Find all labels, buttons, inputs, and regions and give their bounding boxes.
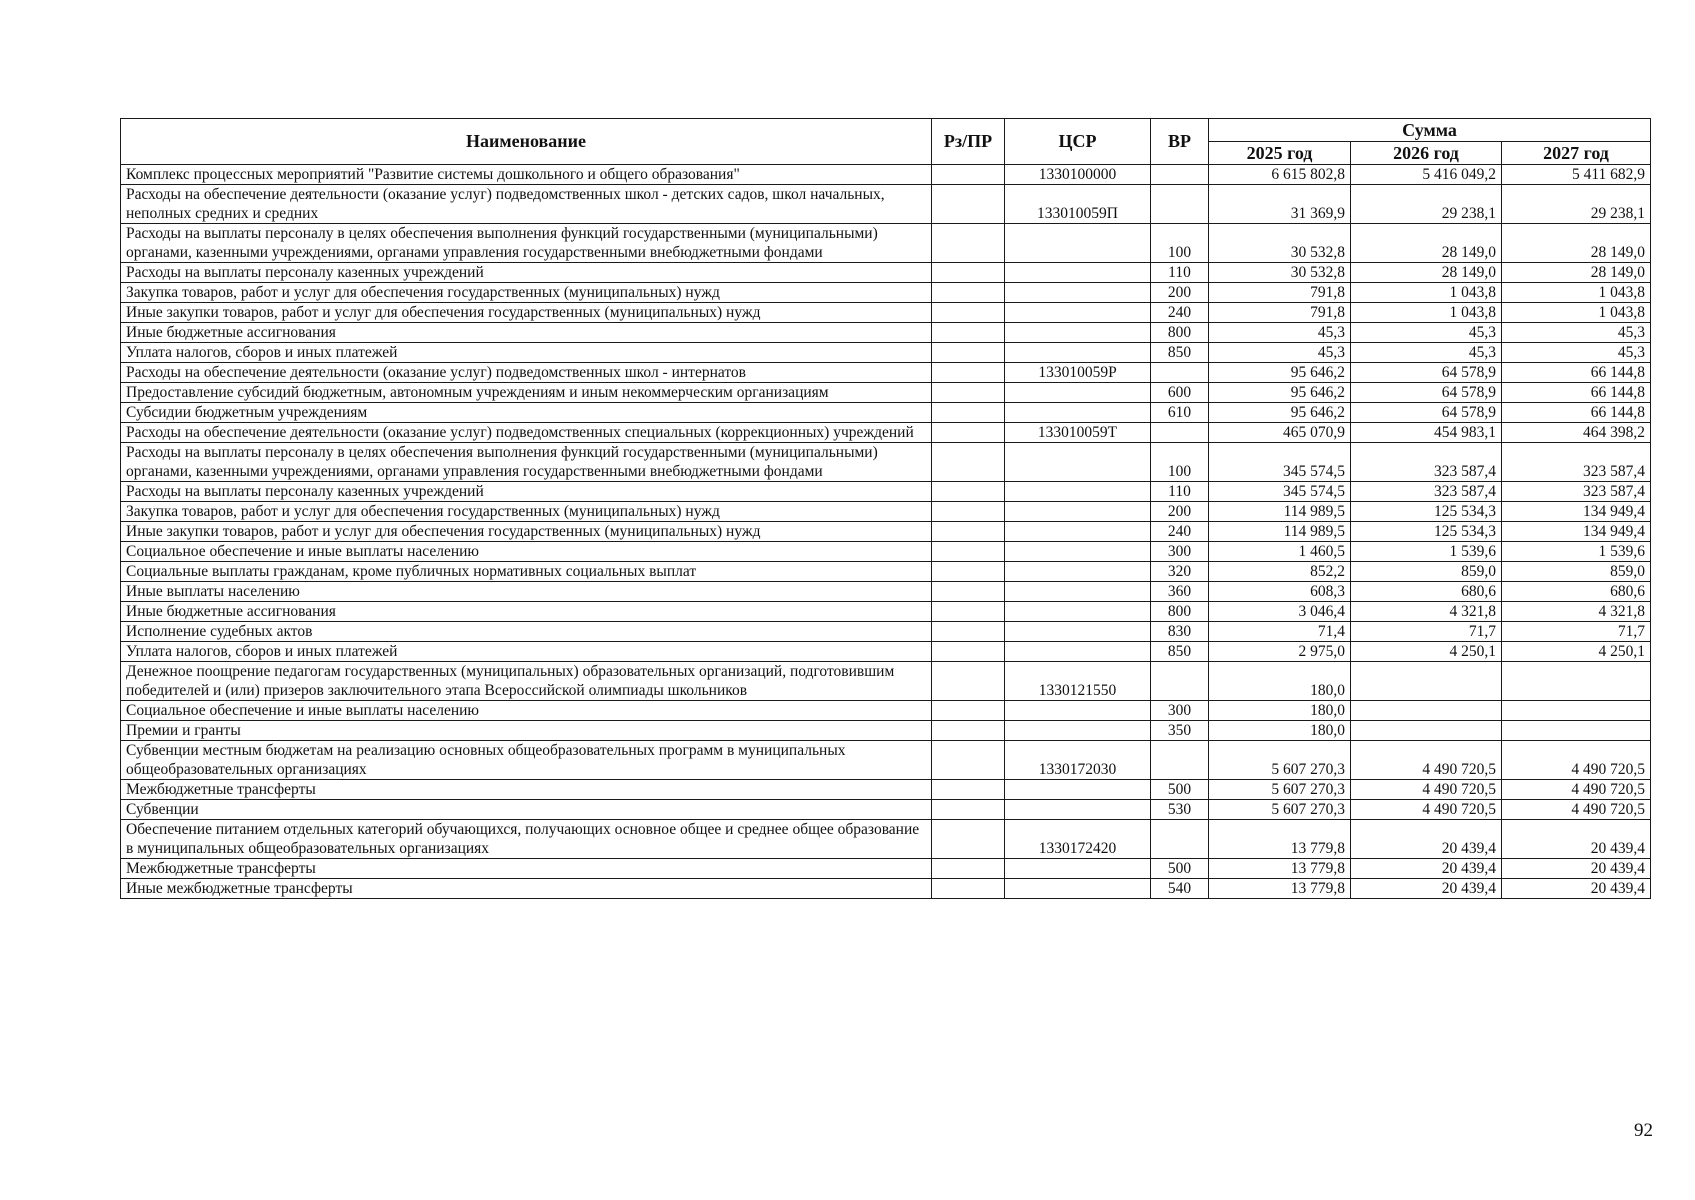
cell-vr: 110 — [1151, 482, 1209, 502]
cell-csr — [1005, 502, 1151, 522]
cell-rz-pr — [932, 443, 1005, 482]
cell-2026: 859,0 — [1351, 562, 1502, 582]
page-number: 92 — [1634, 1120, 1653, 1141]
cell-2027: 71,7 — [1502, 622, 1651, 642]
cell-csr — [1005, 562, 1151, 582]
cell-2027: 28 149,0 — [1502, 224, 1651, 263]
cell-vr: 800 — [1151, 323, 1209, 343]
table-row — [121, 701, 1651, 721]
cell-2025: 30 532,8 — [1209, 263, 1351, 283]
cell-vr: 350 — [1151, 721, 1209, 741]
header-csr: ЦСР — [1005, 119, 1151, 165]
cell-2026: 20 439,4 — [1351, 859, 1502, 879]
cell-2027: 680,6 — [1502, 582, 1651, 602]
cell-name: Иные бюджетные ассигнования — [121, 323, 932, 343]
cell-csr — [1005, 701, 1151, 721]
cell-rz-pr — [932, 780, 1005, 800]
cell-rz-pr — [932, 423, 1005, 443]
cell-2027: 1 043,8 — [1502, 283, 1651, 303]
cell-2025: 5 607 270,3 — [1209, 780, 1351, 800]
cell-vr: 200 — [1151, 502, 1209, 522]
cell-vr — [1151, 741, 1209, 780]
cell-csr — [1005, 879, 1151, 899]
cell-csr — [1005, 343, 1151, 363]
cell-vr — [1151, 363, 1209, 383]
cell-csr — [1005, 602, 1151, 622]
cell-2026: 680,6 — [1351, 582, 1502, 602]
cell-2027: 45,3 — [1502, 343, 1651, 363]
cell-2026: 454 983,1 — [1351, 423, 1502, 443]
cell-name: Расходы на выплаты персоналу в целях обеспечения выполнения функций государственными (муниципальными) органами, казенными учреждениями, органами управления государственными внебюджетными фондами — [121, 224, 932, 263]
budget-table-container — [120, 118, 1650, 899]
cell-vr: 800 — [1151, 602, 1209, 622]
cell-name: Иные бюджетные ассигнования — [121, 602, 932, 622]
cell-2026: 125 534,3 — [1351, 502, 1502, 522]
cell-2027: 323 587,4 — [1502, 443, 1651, 482]
table-row — [121, 482, 1651, 502]
cell-csr — [1005, 224, 1151, 263]
cell-vr: 600 — [1151, 383, 1209, 403]
cell-vr — [1151, 423, 1209, 443]
table-row — [121, 820, 1651, 859]
cell-2026: 125 534,3 — [1351, 522, 1502, 542]
cell-name: Социальное обеспечение и иные выплаты населению — [121, 701, 932, 721]
cell-rz-pr — [932, 741, 1005, 780]
cell-rz-pr — [932, 303, 1005, 323]
cell-rz-pr — [932, 522, 1005, 542]
cell-2025: 852,2 — [1209, 562, 1351, 582]
cell-2027: 1 539,6 — [1502, 542, 1651, 562]
cell-vr: 200 — [1151, 283, 1209, 303]
cell-rz-pr — [932, 879, 1005, 899]
cell-name: Иные межбюджетные трансферты — [121, 879, 932, 899]
table-row — [121, 642, 1651, 662]
cell-2026: 20 439,4 — [1351, 879, 1502, 899]
cell-name: Премии и гранты — [121, 721, 932, 741]
cell-2025: 465 070,9 — [1209, 423, 1351, 443]
cell-2025: 45,3 — [1209, 323, 1351, 343]
table-row — [121, 323, 1651, 343]
cell-vr: 500 — [1151, 780, 1209, 800]
cell-2026: 1 043,8 — [1351, 283, 1502, 303]
cell-name: Иные выплаты населению — [121, 582, 932, 602]
cell-csr — [1005, 780, 1151, 800]
cell-2026: 4 490 720,5 — [1351, 800, 1502, 820]
cell-2026 — [1351, 721, 1502, 741]
cell-2026 — [1351, 701, 1502, 721]
cell-csr — [1005, 263, 1151, 283]
table-body — [121, 165, 1651, 899]
cell-name: Субвенции — [121, 800, 932, 820]
cell-rz-pr — [932, 283, 1005, 303]
cell-2025: 5 607 270,3 — [1209, 741, 1351, 780]
cell-2025: 31 369,9 — [1209, 185, 1351, 224]
cell-2025: 180,0 — [1209, 701, 1351, 721]
cell-2026: 4 250,1 — [1351, 642, 1502, 662]
cell-rz-pr — [932, 323, 1005, 343]
cell-2026: 1 539,6 — [1351, 542, 1502, 562]
cell-name: Закупка товаров, работ и услуг для обеспечения государственных (муниципальных) нужд — [121, 502, 932, 522]
cell-vr: 830 — [1151, 622, 1209, 642]
cell-2027 — [1502, 662, 1651, 701]
table-header — [121, 119, 1651, 165]
cell-vr: 540 — [1151, 879, 1209, 899]
cell-2027: 464 398,2 — [1502, 423, 1651, 443]
table-row — [121, 602, 1651, 622]
cell-name: Уплата налогов, сборов и иных платежей — [121, 343, 932, 363]
cell-2026: 4 490 720,5 — [1351, 741, 1502, 780]
cell-2025: 95 646,2 — [1209, 383, 1351, 403]
cell-csr — [1005, 721, 1151, 741]
cell-vr: 530 — [1151, 800, 1209, 820]
table-row — [121, 780, 1651, 800]
cell-2026: 1 043,8 — [1351, 303, 1502, 323]
cell-2025: 180,0 — [1209, 662, 1351, 701]
cell-2027 — [1502, 701, 1651, 721]
cell-rz-pr — [932, 859, 1005, 879]
table-row — [121, 224, 1651, 263]
table-row — [121, 859, 1651, 879]
cell-rz-pr — [932, 622, 1005, 642]
cell-csr: 133010059Р — [1005, 363, 1151, 383]
cell-2027: 29 238,1 — [1502, 185, 1651, 224]
table-row — [121, 165, 1651, 185]
cell-vr: 320 — [1151, 562, 1209, 582]
cell-vr — [1151, 165, 1209, 185]
cell-name: Расходы на обеспечение деятельности (оказание услуг) подведомственных специальных (коррекционных) учреждений — [121, 423, 932, 443]
cell-2027: 28 149,0 — [1502, 263, 1651, 283]
cell-2026: 28 149,0 — [1351, 224, 1502, 263]
table-row — [121, 403, 1651, 423]
cell-2027: 20 439,4 — [1502, 859, 1651, 879]
cell-vr: 240 — [1151, 522, 1209, 542]
cell-2027: 859,0 — [1502, 562, 1651, 582]
cell-2025: 13 779,8 — [1209, 859, 1351, 879]
cell-2026: 45,3 — [1351, 323, 1502, 343]
cell-2026: 28 149,0 — [1351, 263, 1502, 283]
cell-vr — [1151, 185, 1209, 224]
cell-2027: 4 250,1 — [1502, 642, 1651, 662]
cell-2025: 180,0 — [1209, 721, 1351, 741]
cell-vr: 360 — [1151, 582, 1209, 602]
cell-2025: 71,4 — [1209, 622, 1351, 642]
table-row — [121, 582, 1651, 602]
table-row — [121, 562, 1651, 582]
cell-name: Межбюджетные трансферты — [121, 859, 932, 879]
cell-csr — [1005, 383, 1151, 403]
cell-csr — [1005, 582, 1151, 602]
cell-2026: 64 578,9 — [1351, 403, 1502, 423]
cell-2026: 5 416 049,2 — [1351, 165, 1502, 185]
cell-name: Комплекс процессных мероприятий "Развитие системы дошкольного и общего образования" — [121, 165, 932, 185]
cell-2027: 1 043,8 — [1502, 303, 1651, 323]
cell-rz-pr — [932, 721, 1005, 741]
cell-2026: 29 238,1 — [1351, 185, 1502, 224]
cell-2025: 1 460,5 — [1209, 542, 1351, 562]
cell-2025: 791,8 — [1209, 283, 1351, 303]
cell-2025: 3 046,4 — [1209, 602, 1351, 622]
cell-csr: 133010059П — [1005, 185, 1151, 224]
cell-rz-pr — [932, 165, 1005, 185]
cell-2026: 45,3 — [1351, 343, 1502, 363]
cell-2025: 95 646,2 — [1209, 403, 1351, 423]
header-year-2027: 2027 год — [1502, 142, 1651, 165]
cell-2025: 6 615 802,8 — [1209, 165, 1351, 185]
table-row — [121, 741, 1651, 780]
table-row — [121, 879, 1651, 899]
cell-2027: 5 411 682,9 — [1502, 165, 1651, 185]
table-row — [121, 283, 1651, 303]
cell-2025: 30 532,8 — [1209, 224, 1351, 263]
cell-name: Иные закупки товаров, работ и услуг для обеспечения государственных (муниципальных) нужд — [121, 303, 932, 323]
cell-rz-pr — [932, 185, 1005, 224]
cell-2027: 323 587,4 — [1502, 482, 1651, 502]
cell-2026: 64 578,9 — [1351, 383, 1502, 403]
cell-2026: 4 490 720,5 — [1351, 780, 1502, 800]
cell-vr: 110 — [1151, 263, 1209, 283]
cell-2025: 345 574,5 — [1209, 482, 1351, 502]
table-row — [121, 443, 1651, 482]
table-row — [121, 383, 1651, 403]
table-row — [121, 185, 1651, 224]
header-name: Наименование — [121, 119, 932, 165]
cell-rz-pr — [932, 263, 1005, 283]
cell-2026: 64 578,9 — [1351, 363, 1502, 383]
cell-name: Денежное поощрение педагогам государственных (муниципальных) образовательных организаций, подготовившим победителей и (или) призеров заключительного этапа Всероссийской олимпиады школьников — [121, 662, 932, 701]
cell-2025: 5 607 270,3 — [1209, 800, 1351, 820]
cell-csr: 1330172420 — [1005, 820, 1151, 859]
cell-rz-pr — [932, 642, 1005, 662]
cell-vr — [1151, 662, 1209, 701]
table-row — [121, 263, 1651, 283]
table-row — [121, 522, 1651, 542]
table-row — [121, 622, 1651, 642]
cell-csr — [1005, 283, 1151, 303]
cell-name: Социальное обеспечение и иные выплаты населению — [121, 542, 932, 562]
cell-2027: 20 439,4 — [1502, 820, 1651, 859]
cell-rz-pr — [932, 224, 1005, 263]
cell-2027: 4 490 720,5 — [1502, 800, 1651, 820]
cell-csr: 1330121550 — [1005, 662, 1151, 701]
cell-rz-pr — [932, 403, 1005, 423]
cell-vr: 300 — [1151, 701, 1209, 721]
table-row — [121, 800, 1651, 820]
cell-name: Иные закупки товаров, работ и услуг для обеспечения государственных (муниципальных) нужд — [121, 522, 932, 542]
cell-2027: 134 949,4 — [1502, 502, 1651, 522]
cell-rz-pr — [932, 800, 1005, 820]
header-rz-pr: Рз/ПР — [932, 119, 1005, 165]
cell-csr — [1005, 642, 1151, 662]
cell-csr — [1005, 443, 1151, 482]
cell-vr: 100 — [1151, 443, 1209, 482]
cell-name: Расходы на выплаты персоналу казенных учреждений — [121, 482, 932, 502]
cell-csr — [1005, 800, 1151, 820]
cell-2025: 114 989,5 — [1209, 502, 1351, 522]
cell-name: Предоставление субсидий бюджетным, автономным учреждениям и иным некоммерческим организациям — [121, 383, 932, 403]
cell-vr: 610 — [1151, 403, 1209, 423]
cell-2027: 20 439,4 — [1502, 879, 1651, 899]
cell-rz-pr — [932, 363, 1005, 383]
cell-rz-pr — [932, 602, 1005, 622]
cell-2026 — [1351, 662, 1502, 701]
cell-name: Расходы на обеспечение деятельности (оказание услуг) подведомственных школ - детских садов, школ начальных, неполных средних и средних — [121, 185, 932, 224]
cell-csr: 1330172030 — [1005, 741, 1151, 780]
cell-vr: 240 — [1151, 303, 1209, 323]
cell-2026: 4 321,8 — [1351, 602, 1502, 622]
table-row — [121, 343, 1651, 363]
cell-2027: 66 144,8 — [1502, 383, 1651, 403]
cell-rz-pr — [932, 482, 1005, 502]
cell-name: Субсидии бюджетным учреждениям — [121, 403, 932, 423]
cell-2025: 95 646,2 — [1209, 363, 1351, 383]
cell-name: Уплата налогов, сборов и иных платежей — [121, 642, 932, 662]
cell-csr — [1005, 482, 1151, 502]
cell-2025: 2 975,0 — [1209, 642, 1351, 662]
cell-csr — [1005, 522, 1151, 542]
cell-vr: 850 — [1151, 343, 1209, 363]
cell-vr — [1151, 820, 1209, 859]
cell-rz-pr — [932, 662, 1005, 701]
cell-rz-pr — [932, 502, 1005, 522]
cell-2026: 323 587,4 — [1351, 443, 1502, 482]
cell-name: Расходы на обеспечение деятельности (оказание услуг) подведомственных школ - интернатов — [121, 363, 932, 383]
cell-csr — [1005, 403, 1151, 423]
table-row — [121, 363, 1651, 383]
cell-2025: 45,3 — [1209, 343, 1351, 363]
table-row — [121, 303, 1651, 323]
cell-2025: 345 574,5 — [1209, 443, 1351, 482]
cell-rz-pr — [932, 383, 1005, 403]
cell-2027: 45,3 — [1502, 323, 1651, 343]
cell-2025: 13 779,8 — [1209, 879, 1351, 899]
header-vr: ВР — [1151, 119, 1209, 165]
cell-name: Расходы на выплаты персоналу в целях обеспечения выполнения функций государственными (муниципальными) органами, казенными учреждениями, органами управления государственными внебюджетными фондами — [121, 443, 932, 482]
table-row — [121, 721, 1651, 741]
cell-2025: 114 989,5 — [1209, 522, 1351, 542]
header-year-2025: 2025 год — [1209, 142, 1351, 165]
cell-2027 — [1502, 721, 1651, 741]
cell-2027: 4 321,8 — [1502, 602, 1651, 622]
cell-rz-pr — [932, 562, 1005, 582]
table-row — [121, 662, 1651, 701]
cell-vr: 100 — [1151, 224, 1209, 263]
cell-name: Закупка товаров, работ и услуг для обеспечения государственных (муниципальных) нужд — [121, 283, 932, 303]
cell-2027: 4 490 720,5 — [1502, 780, 1651, 800]
table-row — [121, 502, 1651, 522]
cell-2027: 134 949,4 — [1502, 522, 1651, 542]
cell-2026: 323 587,4 — [1351, 482, 1502, 502]
cell-2027: 66 144,8 — [1502, 403, 1651, 423]
cell-csr: 133010059Т — [1005, 423, 1151, 443]
cell-rz-pr — [932, 582, 1005, 602]
cell-rz-pr — [932, 820, 1005, 859]
cell-vr: 500 — [1151, 859, 1209, 879]
cell-2025: 608,3 — [1209, 582, 1351, 602]
table-row — [121, 542, 1651, 562]
cell-name: Субвенции местным бюджетам на реализацию основных общеобразовательных программ в муниципальных общеобразовательных организациях — [121, 741, 932, 780]
cell-2027: 4 490 720,5 — [1502, 741, 1651, 780]
cell-2025: 791,8 — [1209, 303, 1351, 323]
cell-name: Межбюджетные трансферты — [121, 780, 932, 800]
cell-2025: 13 779,8 — [1209, 820, 1351, 859]
table-row — [121, 423, 1651, 443]
cell-name: Социальные выплаты гражданам, кроме публичных нормативных социальных выплат — [121, 562, 932, 582]
cell-csr — [1005, 323, 1151, 343]
cell-2026: 20 439,4 — [1351, 820, 1502, 859]
cell-rz-pr — [932, 343, 1005, 363]
cell-csr — [1005, 542, 1151, 562]
cell-csr — [1005, 622, 1151, 642]
cell-name: Расходы на выплаты персоналу казенных учреждений — [121, 263, 932, 283]
header-sum: Сумма — [1209, 119, 1651, 142]
budget-table — [120, 118, 1651, 899]
cell-name: Исполнение судебных актов — [121, 622, 932, 642]
cell-name: Обеспечение питанием отдельных категорий обучающихся, получающих основное общее и среднее общее образование в муниципальных общеобразовательных организациях — [121, 820, 932, 859]
cell-csr — [1005, 859, 1151, 879]
header-year-2026: 2026 год — [1351, 142, 1502, 165]
cell-2026: 71,7 — [1351, 622, 1502, 642]
cell-vr: 300 — [1151, 542, 1209, 562]
cell-rz-pr — [932, 701, 1005, 721]
cell-2027: 66 144,8 — [1502, 363, 1651, 383]
cell-vr: 850 — [1151, 642, 1209, 662]
cell-csr — [1005, 303, 1151, 323]
cell-rz-pr — [932, 542, 1005, 562]
cell-csr: 1330100000 — [1005, 165, 1151, 185]
